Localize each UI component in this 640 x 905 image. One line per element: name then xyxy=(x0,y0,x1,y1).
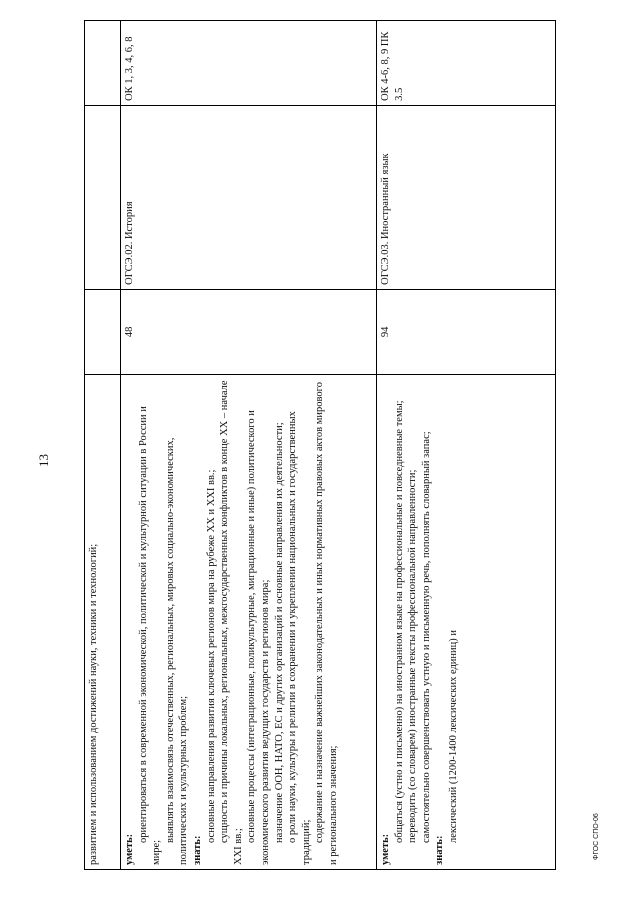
section-label: уметь: xyxy=(124,833,135,865)
content-line: о роли науки, культуры и религии в сохранении и укреплении национальных и государственных традиций; xyxy=(287,411,312,865)
content-line: ориентироваться в современной экономической, политической и культурной ситуации в России и мире; xyxy=(137,406,163,865)
content-line: основные процессы (интеграционные, поликультурные, миграционные и иные) политического и экономического развития ведущих государств и регионов мира; xyxy=(246,410,271,865)
content-line: общаться (устно и письменно) на иностранном языке на профессиональные и повседневные темы; xyxy=(393,400,405,843)
hours-cell xyxy=(85,289,121,374)
content-cell xyxy=(121,374,377,869)
section-label: знать: xyxy=(191,835,203,865)
discipline-cell: ОГСЭ.03. Иностранный язык xyxy=(377,105,556,289)
content-line: содержание и назначение важнейших законодательных и иных нормативных правовых актов мирового и регионального значения; xyxy=(314,382,339,865)
table-body xyxy=(85,21,556,870)
content-line: сущность и причины локальных, региональных, межгосударственных конфликтов в конце XX – начале XXI вв.; xyxy=(219,380,244,865)
competencies-cell: ОК 1, 3, 4, 6, 8 xyxy=(121,21,377,106)
discipline-cell xyxy=(85,105,121,289)
page-number: 13 xyxy=(36,454,51,467)
competencies-cell xyxy=(85,21,121,106)
standards-table xyxy=(84,20,556,870)
competencies-cell: ОК 4-6, 8, 9 ПК 3.5 xyxy=(377,21,556,106)
table-row xyxy=(121,21,377,870)
hours-cell: 48 xyxy=(121,289,377,374)
content-line: развитием и использованием достижений науки, техники и технологий; xyxy=(88,543,99,865)
footer-code: ФГОС СПО-06 xyxy=(593,813,600,860)
content-line: самостоятельно совершенствовать устную и письменную речь, пополнять словарный запас; xyxy=(420,431,432,843)
discipline-cell: ОГСЭ.02. История xyxy=(121,105,377,289)
section-label: знать: xyxy=(434,835,446,865)
content-line: назначение ООН, НАТО, ЕС и других организаций и основные направления их деятельности; xyxy=(273,422,285,843)
content-line: переводить (со словарем) иностранные тексты профессиональной направленности; xyxy=(407,469,419,843)
hours-cell: 94 xyxy=(377,289,556,374)
content-line: лексический (1200-1400 лексических единиц) и xyxy=(447,629,459,843)
table-row xyxy=(377,21,556,870)
content-line: выявлять взаимосвязь отечественных, региональных, мировых социально-экономических, политических и культурных проблем; xyxy=(164,437,190,865)
standards-table-frame xyxy=(84,20,556,870)
content-line: основные направления развития ключевых регионов мира на рубеже XX и XXI вв.; xyxy=(205,469,217,843)
content-cell xyxy=(377,374,556,869)
table-row xyxy=(85,21,121,870)
content-cell xyxy=(85,374,121,869)
section-label: уметь: xyxy=(380,833,391,865)
